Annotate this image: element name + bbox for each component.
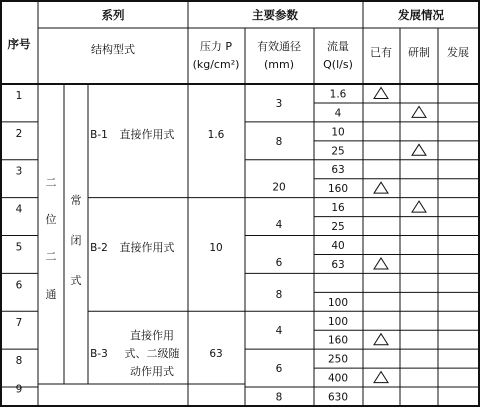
flow-cell: 40 xyxy=(331,240,345,252)
diameter-cell: 6 xyxy=(275,257,283,270)
flow-cell: 63 xyxy=(331,164,345,177)
group-code: B-1 xyxy=(90,129,108,141)
diameter-cell: 4 xyxy=(275,325,283,338)
flow-cell: 160 xyxy=(327,183,349,196)
flow-cell: 100 xyxy=(327,315,349,328)
header-seq: 序号 xyxy=(7,37,31,51)
flow-cell: 63 xyxy=(331,258,345,271)
merged-two-position-char: 通 xyxy=(45,288,57,301)
group-type-line: 直接作用式 xyxy=(119,241,175,254)
header-existing: 已有 xyxy=(370,46,392,59)
developing-triangle-icon xyxy=(412,106,426,117)
flow-cell: 250 xyxy=(327,353,349,366)
flow-cell: 400 xyxy=(327,372,349,385)
group-code: B-2 xyxy=(90,242,108,254)
existing-triangle-icon xyxy=(374,182,388,193)
header-diameter-unit: (mm) xyxy=(263,58,295,71)
group-code: B-3 xyxy=(90,348,108,360)
diameter-cell: 8 xyxy=(275,289,283,302)
existing-triangle-icon xyxy=(374,372,388,383)
header-development: 发展情况 xyxy=(398,8,444,22)
seq-number: 4 xyxy=(15,203,23,216)
seq-number: 2 xyxy=(15,127,23,140)
header-to-develop: 发展 xyxy=(447,46,469,59)
diameter-cell: 20 xyxy=(272,181,286,194)
group-type-line: 直接作用式 xyxy=(119,128,175,141)
existing-triangle-icon xyxy=(374,334,388,345)
diameter-cell: 8 xyxy=(275,391,283,404)
header-structure: 结构型式 xyxy=(91,43,135,56)
seq-number: 3 xyxy=(15,165,23,178)
seq-number: 7 xyxy=(15,317,23,330)
diameter-cell: 4 xyxy=(275,219,283,232)
header-main-params: 主要参数 xyxy=(252,8,298,22)
merged-two-position-char: 二 xyxy=(45,176,57,189)
seq-number: 9 xyxy=(15,383,23,396)
header-flow-unit: Q(l/s) xyxy=(323,58,353,71)
flow-cell: 25 xyxy=(331,221,345,234)
group-type-line: 直接作用 xyxy=(130,329,174,342)
seq-number: 6 xyxy=(15,279,23,292)
merged-normally-closed-char: 常 xyxy=(70,194,82,207)
seq-number: 1 xyxy=(15,89,23,102)
existing-triangle-icon xyxy=(374,258,388,269)
flow-cell: 25 xyxy=(331,145,345,158)
header-diameter: 有效通径 xyxy=(257,40,301,53)
diameter-cell: 3 xyxy=(275,97,283,110)
flow-cell: 100 xyxy=(327,296,349,309)
header-flow: 流量 xyxy=(327,40,349,53)
merged-normally-closed-char: 闭 xyxy=(70,234,82,247)
merged-two-position-char: 位 xyxy=(45,213,57,226)
group-pressure: 63 xyxy=(209,348,223,360)
flow-cell: 10 xyxy=(331,126,345,139)
header-pressure: 压力 P xyxy=(199,40,233,53)
diameter-cell: 6 xyxy=(275,363,283,376)
group-type-line: 动作用式 xyxy=(130,365,174,378)
merged-two-position-char: 二 xyxy=(45,250,57,263)
header-developing: 研制 xyxy=(408,46,430,59)
flow-cell: 630 xyxy=(327,391,349,404)
merged-normally-closed-char: 式 xyxy=(70,274,82,287)
group-pressure: 10 xyxy=(209,242,223,254)
group-pressure: 1.6 xyxy=(207,129,225,141)
header-series: 系列 xyxy=(101,8,125,22)
flow-cell: 4 xyxy=(334,107,342,120)
flow-cell: 1.6 xyxy=(329,88,347,101)
existing-triangle-icon xyxy=(374,87,388,98)
developing-triangle-icon xyxy=(412,144,426,155)
flow-cell: 16 xyxy=(331,202,345,215)
group-type-line: 式、二级随 xyxy=(124,347,180,360)
seq-number: 8 xyxy=(15,355,23,368)
seq-number: 5 xyxy=(15,241,23,254)
diameter-cell: 8 xyxy=(275,135,283,148)
flow-cell: 160 xyxy=(327,334,349,347)
header-pressure-unit: (kg/cm²) xyxy=(192,58,240,71)
developing-triangle-icon xyxy=(412,201,426,212)
